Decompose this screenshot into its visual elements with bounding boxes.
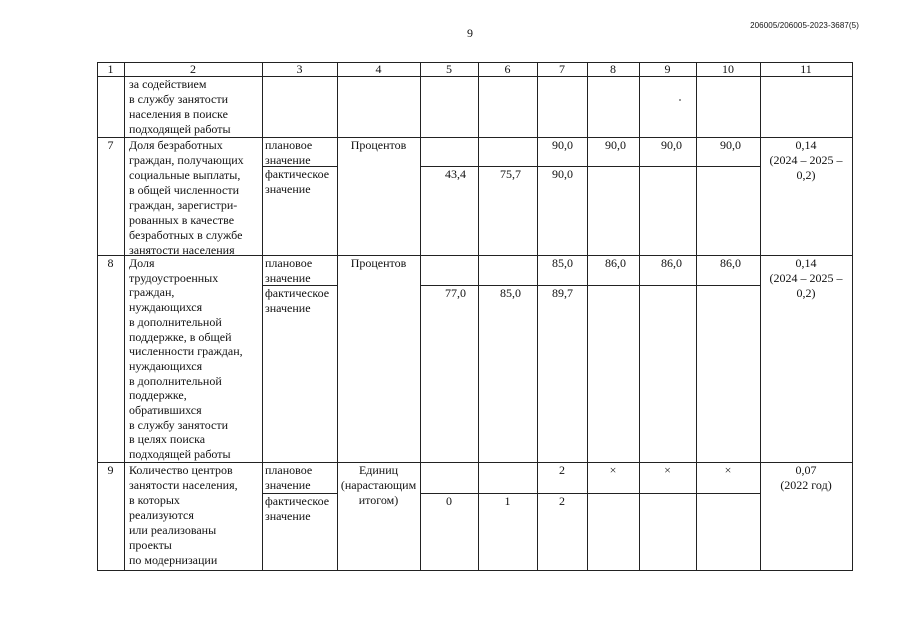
column-number: 9 [664,62,671,76]
indicator-name: Доля безработных граждан, получающих социальные выплаты, в общей численности граждан, зарегистри- рованных в качестве безработных в службе занятости населения [129,138,244,257]
fact-value: 1 [504,494,511,508]
indicator-name: Доля трудоустроенных граждан, нуждающихся в дополнительной поддержке, в общей численности граждан, нуждающихся в дополнительной поддержке, обратившихся в службу занятости в целях поиска подходящей работы [129,256,243,462]
plan-value: × [664,463,671,477]
plan-value: 85,0 [552,256,573,270]
weight-value: 0,14 (2024 – 2025 – 0,2) [769,138,843,182]
unit: Единиц (нарастающим итогом) [340,463,417,507]
column-number: 8 [610,62,616,76]
column-number: 6 [504,62,511,76]
plan-value: 86,0 [661,256,682,270]
plan-label: плановое значение [265,256,313,285]
plan-value: 90,0 [661,138,682,152]
plan-value: × [724,463,732,477]
row-number: 9 [107,463,114,477]
continuation-text: за содействием в службу занятости населения в поиске подходящей работы [129,77,231,136]
plan-label: плановое значение [265,138,313,167]
fact-value: 85,0 [500,286,521,300]
fact-value: 75,7 [500,167,521,181]
row-number: 8 [107,256,114,270]
plan-value: 86,0 [605,256,626,270]
column-number: 7 [559,62,565,76]
indicator-name: Количество центров занятости населения, в которых реализуются или реализованы проекты по модернизации [129,463,238,567]
row-number: 7 [107,138,114,152]
column-number: 3 [296,62,303,76]
column-number: 5 [446,62,452,76]
plan-label: плановое значение [265,463,313,492]
fact-label: фактическое значение [265,494,330,523]
weight-value: 0,07 (2022 год) [780,463,832,492]
plan-value: 2 [559,463,565,477]
column-number: 4 [375,62,382,76]
plan-value: 90,0 [552,138,573,152]
plan-value: 86,0 [720,256,741,270]
fact-value: 2 [559,494,565,508]
fact-value: 77,0 [445,286,466,300]
fact-value: 90,0 [552,167,573,181]
page-number: 9 [467,26,473,40]
column-number: 10 [722,62,734,76]
plan-value: × [609,463,617,477]
unit: Процентов [350,138,407,152]
unit: Процентов [350,256,407,270]
column-number: 2 [190,62,196,76]
column-number: 1 [107,62,114,76]
plan-value: 90,0 [720,138,741,152]
fact-value: 43,4 [445,167,466,181]
fact-value: 0 [446,494,452,508]
plan-value: 90,0 [605,138,626,152]
scan-speck [679,99,681,101]
weight-value: 0,14 (2024 – 2025 – 0,2) [769,256,843,300]
document-code: 206005/206005-2023-3687(5) [750,21,859,30]
fact-label: фактическое значение [265,167,330,196]
fact-label: фактическое значение [265,286,330,315]
fact-value: 89,7 [552,286,573,300]
column-number: 11 [800,62,812,76]
